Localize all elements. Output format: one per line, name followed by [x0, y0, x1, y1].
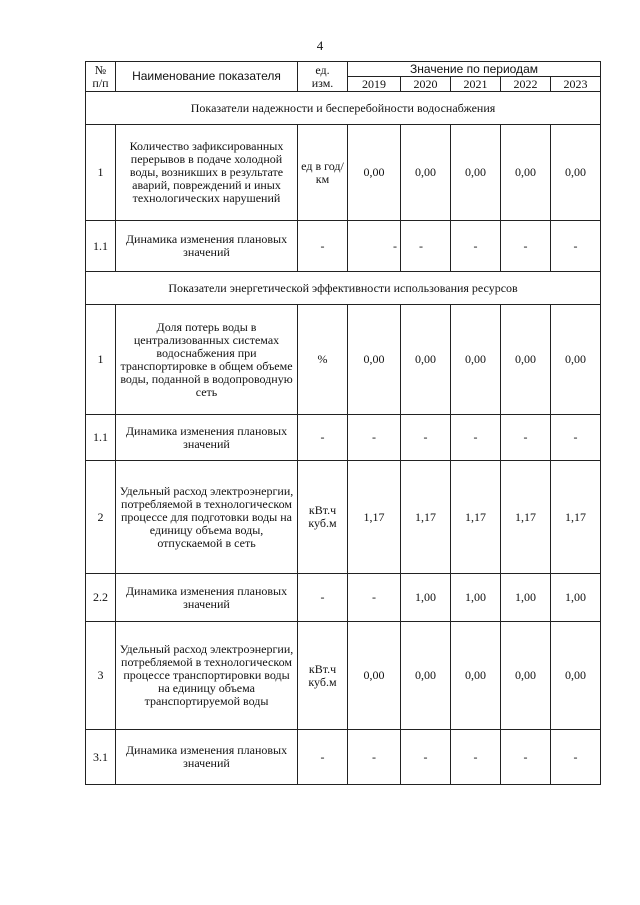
- row-name: Динамика изменения плановых значений: [116, 415, 298, 461]
- row-value: -: [401, 415, 451, 461]
- row-value: 0,00: [501, 622, 551, 730]
- row-unit: -: [298, 221, 348, 272]
- header-num: [86, 62, 116, 92]
- table-row: [86, 305, 601, 415]
- header-year: 2021: [451, 77, 501, 92]
- section-row: [86, 92, 601, 125]
- row-value: -: [551, 415, 601, 461]
- row-name: Динамика изменения плановых значений: [116, 221, 298, 272]
- row-value: 0,00: [401, 305, 451, 415]
- row-num: 1: [86, 305, 116, 415]
- row-value: 0,00: [551, 125, 601, 221]
- header-num-sub: п/п: [92, 75, 109, 90]
- header-name: Наименование показателя: [116, 62, 298, 92]
- row-value: 0,00: [551, 622, 601, 730]
- header-year: 2019: [348, 77, 401, 92]
- header-periods: Значение по периодам: [348, 62, 601, 77]
- row-name: Удельный расход электроэнергии, потребляемой в технологическом процессе транспортировки воды на единицу объема транспортируемой воды: [116, 622, 298, 730]
- row-value: -: [451, 415, 501, 461]
- row-value: 0,00: [451, 125, 501, 221]
- row-unit: -: [298, 730, 348, 785]
- row-num: 1.1: [86, 415, 116, 461]
- row-value: -: [348, 574, 401, 622]
- header-unit-top: ед.: [315, 62, 330, 77]
- row-name: Удельный расход электроэнергии, потребляемой в технологическом процессе для подготовки воды на единицу объема воды, отпускаемой в сеть: [116, 461, 298, 574]
- row-unit: кВт.ч куб.м: [298, 622, 348, 730]
- table-row: [86, 125, 601, 221]
- row-value: 0,00: [348, 125, 401, 221]
- row-num: 3: [86, 622, 116, 730]
- row-value: -: [451, 730, 501, 785]
- row-value: 1,17: [348, 461, 401, 574]
- header-year: 2020: [401, 77, 451, 92]
- row-value: 0,00: [451, 305, 501, 415]
- row-value: 1,17: [451, 461, 501, 574]
- header-year: 2022: [501, 77, 551, 92]
- row-value: 0,00: [401, 125, 451, 221]
- table-row: [86, 730, 601, 785]
- row-value: -: [551, 730, 601, 785]
- row-name: Динамика изменения плановых значений: [116, 574, 298, 622]
- row-value: -: [348, 730, 401, 785]
- indicators-table: [85, 61, 601, 785]
- row-value: -: [401, 221, 451, 272]
- row-value: -: [401, 730, 451, 785]
- row-value: -: [501, 415, 551, 461]
- row-unit: -: [298, 415, 348, 461]
- table-row: [86, 221, 601, 272]
- row-value: 1,00: [451, 574, 501, 622]
- row-value: 1,00: [551, 574, 601, 622]
- section-title: Показатели энергетической эффективности использования ресурсов: [86, 272, 601, 305]
- table-row: [86, 574, 601, 622]
- row-name: Количество зафиксированных перерывов в подаче холодной воды, возникших в результате аварий, повреждений и иных технологических нарушений: [116, 125, 298, 221]
- row-num: 1.1: [86, 221, 116, 272]
- section-row: [86, 272, 601, 305]
- header-unit-bottom: изм.: [311, 75, 334, 90]
- table-row: [86, 461, 601, 574]
- row-value: 0,00: [348, 622, 401, 730]
- row-unit: %: [298, 305, 348, 415]
- row-name: Доля потерь воды в централизованных системах водоснабжения при транспортировке в общем объеме воды, поданной в водопроводную сеть: [116, 305, 298, 415]
- row-num: 2.2: [86, 574, 116, 622]
- row-value: 1,17: [551, 461, 601, 574]
- row-value: 0,00: [451, 622, 501, 730]
- row-value: 0,00: [501, 305, 551, 415]
- row-value: 1,00: [501, 574, 551, 622]
- page-number: 4: [316, 38, 324, 53]
- row-value: 0,00: [551, 305, 601, 415]
- section-title: Показатели надежности и бесперебойности водоснабжения: [86, 92, 601, 125]
- header-num-sign: №: [94, 62, 107, 77]
- row-value: 1,17: [401, 461, 451, 574]
- table-body: [86, 62, 601, 785]
- header-year: 2023: [551, 77, 601, 92]
- table-row: [86, 415, 601, 461]
- row-value: -: [551, 221, 601, 272]
- row-num: 1: [86, 125, 116, 221]
- row-value: -: [501, 221, 551, 272]
- row-value: -: [501, 730, 551, 785]
- row-value: -: [451, 221, 501, 272]
- row-value: 0,00: [501, 125, 551, 221]
- row-unit: кВт.ч куб.м: [298, 461, 348, 574]
- row-unit: -: [298, 574, 348, 622]
- row-value: 1,00: [401, 574, 451, 622]
- header-row-top: [86, 62, 601, 77]
- row-value: -: [348, 221, 401, 272]
- row-num: 3.1: [86, 730, 116, 785]
- row-value: 1,17: [501, 461, 551, 574]
- row-num: 2: [86, 461, 116, 574]
- row-value: 0,00: [348, 305, 401, 415]
- row-name: Динамика изменения плановых значений: [116, 730, 298, 785]
- row-value: 0,00: [401, 622, 451, 730]
- row-value: -: [348, 415, 401, 461]
- row-unit: ед в год/ км: [298, 125, 348, 221]
- header-unit: [298, 62, 348, 92]
- table-row: [86, 622, 601, 730]
